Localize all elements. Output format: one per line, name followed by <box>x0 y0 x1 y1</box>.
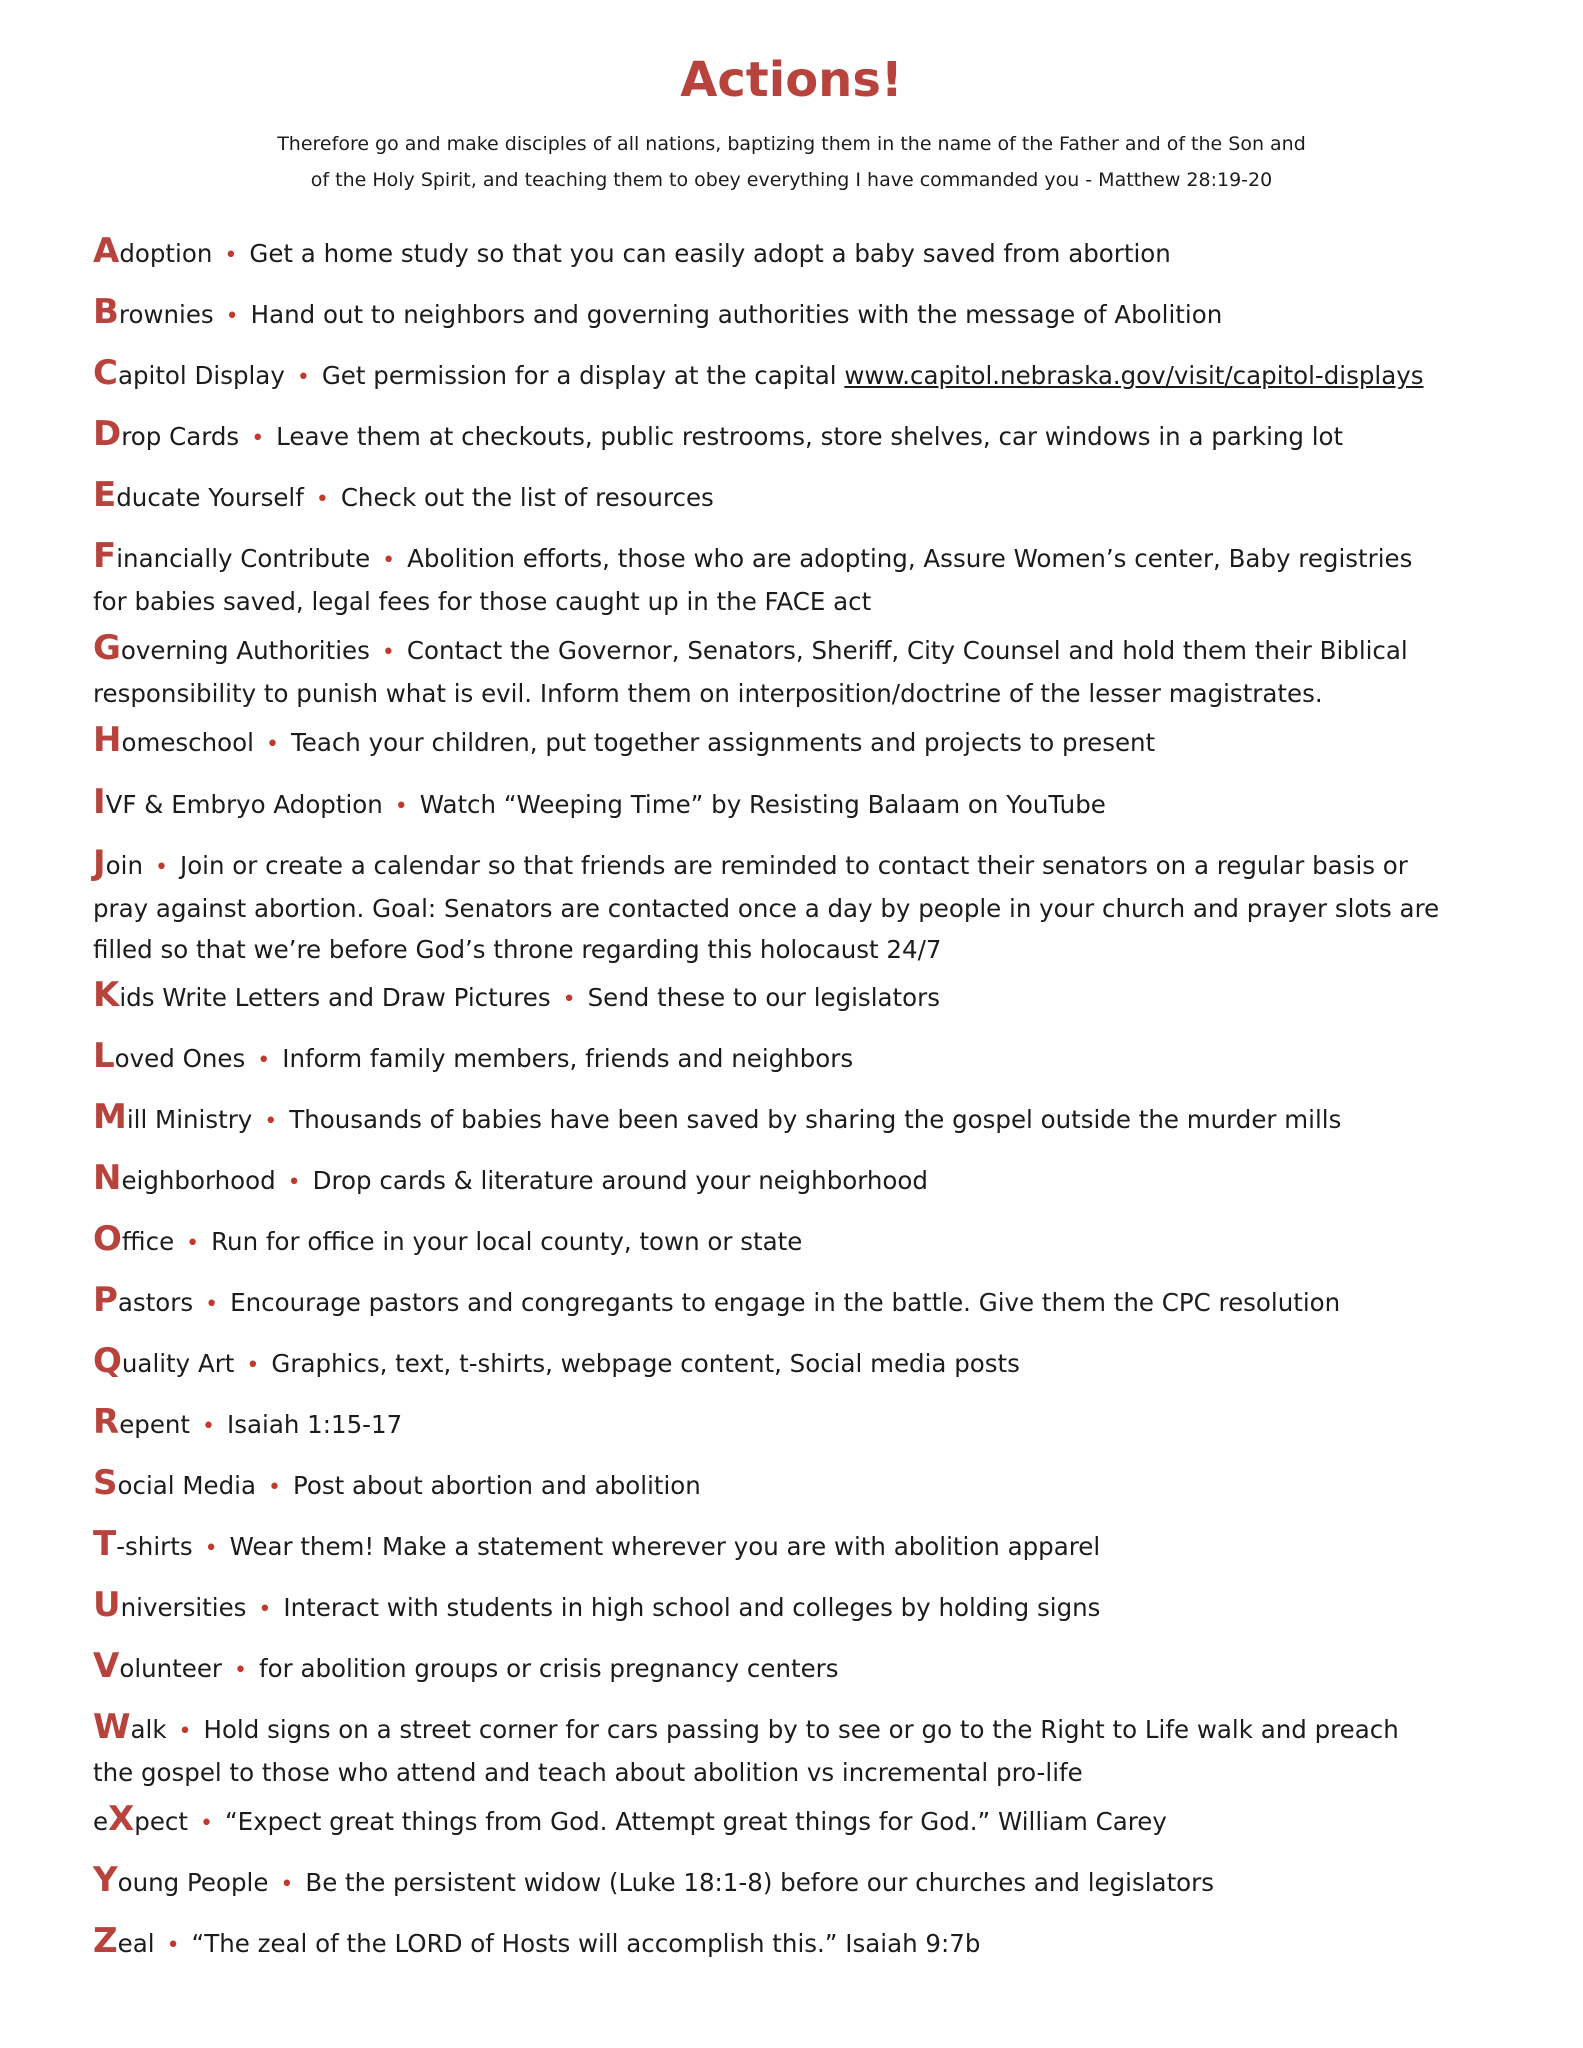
action-entry-o <box>93 1219 1513 1264</box>
bullet-icon: • <box>265 732 279 757</box>
entry-heading: -shirts <box>116 1532 193 1561</box>
entry-initial: O <box>93 1219 122 1259</box>
entry-initial: F <box>93 536 117 576</box>
entry-initial: T <box>93 1524 117 1564</box>
entry-heading: alk <box>130 1715 167 1744</box>
entry-description-continued: filled so that we’re before God’s throne regarding this holocaust 24/7 <box>93 935 942 964</box>
entry-description: Leave them at checkouts, public restrooms, store shelves, car windows in a parking lot <box>276 422 1344 451</box>
entry-description: Watch “Weeping Time” by Resisting Balaam on YouTube <box>419 790 1106 819</box>
bullet-icon: • <box>166 1933 180 1958</box>
entry-line <box>93 475 1513 520</box>
entry-description: Hand out to neighbors and governing authorities with the message of Abolition <box>250 300 1223 329</box>
entry-description: Be the persistent widow (Luke 18:1-8) before our churches and legislators <box>305 1868 1215 1897</box>
bullet-icon: • <box>178 1719 192 1744</box>
entry-description: Inform family members, friends and neighbors <box>282 1044 854 1073</box>
entry-initial: E <box>93 475 117 515</box>
action-entry-y <box>93 1860 1513 1905</box>
entry-description: Interact with students in high school and colleges by holding signs <box>283 1593 1101 1622</box>
entry-description: Run for office in your local county, town or state <box>211 1227 803 1256</box>
entry-heading: eal <box>117 1929 155 1958</box>
entry-heading: uality Art <box>121 1349 235 1378</box>
entry-description: Check out the list of resources <box>340 483 714 512</box>
entry-line <box>93 975 1513 1020</box>
entry-heading: ill Ministry <box>126 1105 253 1134</box>
action-entry-e <box>93 475 1513 520</box>
entry-description: Wear them! Make a statement wherever you are with abolition apparel <box>229 1532 1101 1561</box>
entry-line <box>93 1646 1513 1691</box>
entry-line <box>93 1341 1513 1386</box>
entry-heading: pect <box>134 1807 188 1836</box>
bullet-icon: • <box>205 1292 219 1317</box>
entry-description: Drop cards & literature around your neighborhood <box>312 1166 928 1195</box>
entry-line <box>93 628 1513 673</box>
entry-initial: I <box>93 782 106 822</box>
verse-line: of the Holy Spirit, and teaching them to obey everything I have commanded you - Matthew 28:19-20 <box>310 169 1273 191</box>
bullet-icon: • <box>204 1536 218 1561</box>
action-entry-x <box>93 1799 1513 1844</box>
bullet-icon: • <box>287 1170 301 1195</box>
entry-initial: L <box>93 1036 115 1076</box>
bullet-icon: • <box>186 1231 200 1256</box>
entry-line <box>93 1707 1513 1752</box>
entry-line <box>93 1097 1513 1142</box>
action-entry-h <box>93 720 1513 765</box>
bullet-icon: • <box>251 426 265 451</box>
entry-initial: K <box>93 975 120 1015</box>
entry-description: Encourage pastors and congregants to engage in the battle. Give them the CPC resolution <box>230 1288 1341 1317</box>
action-entry-s <box>93 1463 1513 1508</box>
entry-heading: epent <box>119 1410 191 1439</box>
entry-initial: S <box>93 1463 118 1503</box>
bullet-icon: • <box>394 794 408 819</box>
entry-description: Thousands of babies have been saved by sharing the gospel outside the murder mills <box>289 1105 1342 1134</box>
entry-description: for abolition groups or crisis pregnancy centers <box>259 1654 839 1683</box>
action-entry-m <box>93 1097 1513 1142</box>
entry-line <box>93 1799 1513 1844</box>
bullet-icon: • <box>202 1414 216 1439</box>
action-entry-u <box>93 1585 1513 1630</box>
bullet-icon: • <box>381 640 395 665</box>
bullet-icon: • <box>200 1811 213 1836</box>
action-entry-j <box>93 843 1513 970</box>
action-entry-d <box>93 414 1513 459</box>
bullet-icon: • <box>224 243 238 268</box>
entry-line <box>93 536 1513 581</box>
entry-description: Isaiah 1:15-17 <box>227 1410 403 1439</box>
entry-description: Join or create a calendar so that friends are reminded to contact their senators on a regular basis or <box>179 851 1408 880</box>
action-entry-q <box>93 1341 1513 1386</box>
entry-line <box>93 1524 1513 1569</box>
entry-initial: V <box>93 1646 120 1686</box>
action-entry-c <box>93 353 1513 398</box>
entry-description-continued: for babies saved, legal fees for those caught up in the FACE act <box>93 587 872 616</box>
action-entry-r <box>93 1402 1513 1447</box>
entry-heading: olunteer <box>119 1654 223 1683</box>
action-entry-l <box>93 1036 1513 1081</box>
entry-initial: Z <box>93 1921 118 1961</box>
entry-heading: astors <box>117 1288 194 1317</box>
action-entry-g <box>93 628 1513 714</box>
action-entry-n <box>93 1158 1513 1203</box>
entry-heading: inancially Contribute <box>116 544 371 573</box>
entry-heading: rownies <box>118 300 214 329</box>
entry-description: Send these to our legislators <box>587 983 940 1012</box>
entry-description: Get permission for a display at the capital <box>321 361 837 390</box>
entry-line <box>93 231 1513 276</box>
entry-line <box>93 1158 1513 1203</box>
action-entry-b <box>93 292 1513 337</box>
entry-description: Hold signs on a street corner for cars passing by to see or go to the Right to Life walk and preach <box>203 1715 1399 1744</box>
entry-heading: ocial Media <box>117 1471 256 1500</box>
entry-initial: W <box>93 1707 131 1747</box>
entry-line <box>93 782 1513 827</box>
entry-line <box>93 1280 1513 1325</box>
entry-heading: VF & Embryo Adoption <box>105 790 383 819</box>
entry-lead: e <box>93 1807 109 1836</box>
entry-heading: overning Authorities <box>120 636 370 665</box>
entry-line <box>93 720 1513 765</box>
entry-heading: apitol Display <box>117 361 285 390</box>
entry-description-continued: pray against abortion. Goal: Senators are contacted once a day by people in your church and prayer slots are <box>93 894 1440 923</box>
entry-line <box>93 1921 1513 1966</box>
bullet-icon: • <box>154 855 168 880</box>
action-entry-a <box>93 231 1513 276</box>
entry-description-continued: the gospel to those who attend and teach about abolition vs incremental pro-life <box>93 1758 1083 1787</box>
action-entry-i <box>93 782 1513 827</box>
entry-heading: omeschool <box>121 728 254 757</box>
bullet-icon: • <box>246 1353 260 1378</box>
entry-heading: niversities <box>120 1593 247 1622</box>
entry-line <box>93 414 1513 459</box>
entry-initial: X <box>108 1799 135 1839</box>
bullet-icon: • <box>225 304 239 329</box>
action-entry-p <box>93 1280 1513 1325</box>
page-title: Actions! <box>680 52 903 108</box>
action-entry-v <box>93 1646 1513 1691</box>
entry-line <box>93 1036 1513 1081</box>
entry-heading: eighborhood <box>121 1166 276 1195</box>
bullet-icon: • <box>280 1872 294 1897</box>
entry-heading: ducate Yourself <box>116 483 304 512</box>
entry-initial: D <box>93 414 122 454</box>
action-entry-k <box>93 975 1513 1020</box>
entry-description: Graphics, text, t-shirts, webpage content, Social media posts <box>271 1349 1020 1378</box>
entry-description-continued: responsibility to punish what is evil. Inform them on interposition/doctrine of the lesser magistrates. <box>93 679 1323 708</box>
capitol-displays-link[interactable]: www.capitol.nebraska.gov/visit/capitol-displays <box>844 361 1424 390</box>
verse-line: Therefore go and make disciples of all nations, baptizing them in the name of the Father and of the Son and <box>277 133 1306 155</box>
entry-line <box>93 1860 1513 1905</box>
bullet-icon: • <box>264 1109 278 1134</box>
bullet-icon: • <box>296 365 310 390</box>
action-entry-f <box>93 536 1513 622</box>
entry-line <box>93 1402 1513 1447</box>
entry-initial: P <box>93 1280 118 1320</box>
entry-heading: ids Write Letters and Draw Pictures <box>119 983 551 1012</box>
entry-description: Contact the Governor, Senators, Sheriff, City Counsel and hold them their Biblical <box>406 636 1408 665</box>
scripture-verse <box>180 126 1403 198</box>
entry-description: Post about abortion and abolition <box>292 1471 701 1500</box>
entry-heading: ffice <box>121 1227 175 1256</box>
entry-initial: Q <box>93 1341 122 1381</box>
action-entry-t <box>93 1524 1513 1569</box>
bullet-icon: • <box>267 1475 281 1500</box>
action-entry-z <box>93 1921 1513 1966</box>
entry-line <box>93 1219 1513 1264</box>
bullet-icon: • <box>562 987 576 1012</box>
entry-line <box>93 353 1513 398</box>
action-entry-w <box>93 1707 1513 1793</box>
entry-heading: oved Ones <box>114 1044 246 1073</box>
entry-description: “The zeal of the LORD of Hosts will accomplish this.” Isaiah 9:7b <box>191 1929 981 1958</box>
entry-heading: rop Cards <box>121 422 240 451</box>
entry-initial: M <box>93 1097 127 1137</box>
entry-initial: J <box>93 843 106 883</box>
bullet-icon: • <box>257 1048 271 1073</box>
entry-initial: R <box>93 1402 120 1442</box>
entry-initial: B <box>93 292 119 332</box>
entry-description: “Expect great things from God. Attempt great things for God.” William Carey <box>224 1807 1167 1836</box>
bullet-icon: • <box>382 548 396 573</box>
entry-heading: oin <box>105 851 143 880</box>
bullet-icon: • <box>315 487 329 512</box>
entry-line <box>93 1585 1513 1630</box>
entry-line <box>93 1463 1513 1508</box>
entry-description: Teach your children, put together assignments and projects to present <box>290 728 1156 757</box>
bullet-icon: • <box>234 1658 247 1683</box>
entry-initial: H <box>93 720 122 760</box>
entry-description: Get a home study so that you can easily adopt a baby saved from abortion <box>249 239 1171 268</box>
entry-initial: G <box>93 628 121 668</box>
entry-initial: N <box>93 1158 122 1198</box>
entry-heading: doption <box>119 239 213 268</box>
entry-initial: U <box>93 1585 121 1625</box>
entry-description: Abolition efforts, those who are adopting, Assure Women’s center, Baby registries <box>407 544 1413 573</box>
entry-initial: A <box>93 231 120 271</box>
entry-line <box>93 292 1513 337</box>
entry-line <box>93 843 1513 888</box>
entry-initial: C <box>93 353 118 393</box>
bullet-icon: • <box>258 1597 272 1622</box>
entry-initial: Y <box>93 1860 118 1900</box>
entry-heading: oung People <box>117 1868 269 1897</box>
